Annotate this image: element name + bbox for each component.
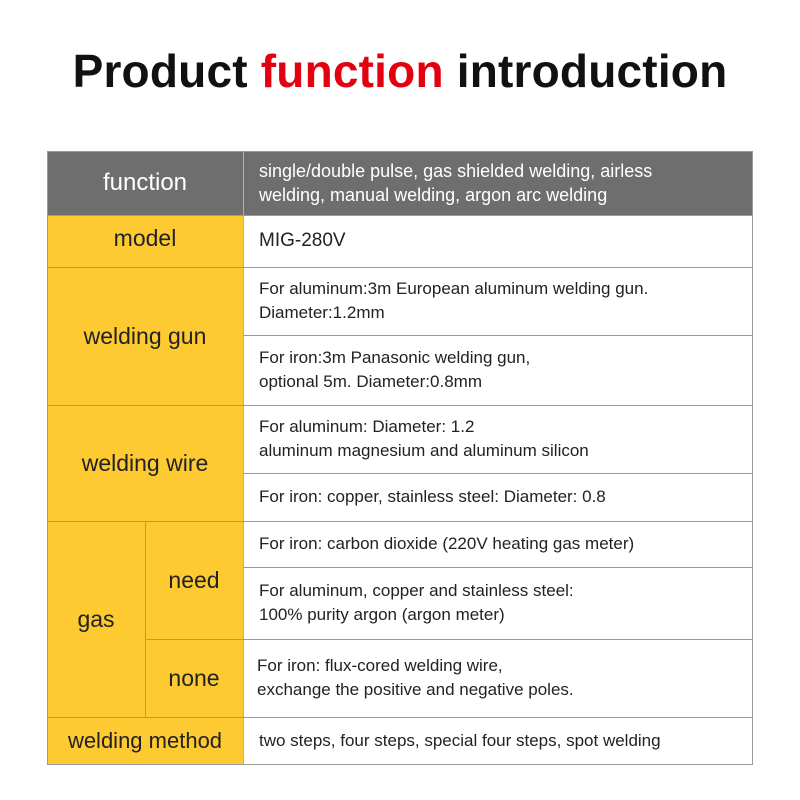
row-line-5: [243, 473, 753, 474]
page-title: [0, 44, 800, 98]
welding-wire-iron: [243, 473, 753, 521]
welding-gun-aluminum-line1: For aluminum:3m European aluminum welding gun.: [259, 279, 649, 298]
gas-label: [47, 521, 145, 717]
model-label-text: model: [113, 225, 177, 251]
gas-label-text: gas: [77, 605, 115, 632]
title-part2: introduction: [456, 45, 728, 97]
function-value-line1: single/double pulse, gas shielded welding, airless: [259, 161, 653, 181]
welding-gun-iron-line2: optional 5m. Diameter:0.8mm: [259, 372, 482, 391]
gas-need-iron-text: For iron: carbon dioxide (220V heating gas meter): [259, 534, 635, 553]
function-value-line2: welding, manual welding, argon arc welding: [259, 185, 608, 205]
row-line-8: [145, 639, 753, 640]
gas-none-value: [243, 639, 753, 717]
welding-method-value: [243, 717, 753, 765]
function-value: [243, 151, 753, 215]
welding-wire-aluminum-line1: For aluminum: Diameter: 1.2: [259, 417, 475, 436]
welding-gun-iron: [243, 335, 753, 405]
gas-none-line1: For iron: flux-cored welding wire,: [257, 656, 503, 675]
welding-method-label: [47, 717, 243, 765]
row-line-9: [47, 717, 753, 718]
gas-need-iron: [243, 521, 753, 567]
welding-gun-iron-line1: For iron:3m Panasonic welding gun,: [259, 348, 531, 367]
gas-none-label: [145, 639, 243, 717]
model-value: [243, 215, 753, 267]
row-line-4: [47, 405, 753, 406]
gas-need-aluminum: [243, 567, 753, 639]
welding-method-label-text: welding method: [67, 728, 223, 753]
welding-gun-aluminum-line2: Diameter:1.2mm: [259, 303, 385, 322]
title-accent: function: [260, 45, 444, 97]
divider-main: [243, 151, 244, 765]
gas-none-label-text: none: [168, 664, 220, 691]
welding-method-value-text: two steps, four steps, special four steps, spot welding: [259, 731, 661, 750]
model-label: [47, 215, 243, 267]
row-line-1: [47, 215, 753, 216]
title-part1: Product: [72, 45, 248, 97]
function-label: [47, 151, 243, 215]
model-value-text: MIG-280V: [259, 230, 346, 251]
border-top: [47, 151, 753, 152]
gas-need-aluminum-line2: 100% purity argon (argon meter): [259, 605, 505, 624]
border-left: [47, 151, 48, 765]
row-line-7: [243, 567, 753, 568]
welding-wire-iron-text: For iron: copper, stainless steel: Diameter: 0.8: [259, 487, 606, 506]
gas-need-label: [145, 521, 243, 639]
row-line-3: [243, 335, 753, 336]
border-right: [752, 151, 753, 765]
gas-need-aluminum-line1: For aluminum, copper and stainless steel:: [259, 581, 574, 600]
border-bottom: [47, 764, 753, 765]
welding-gun-label: [47, 267, 243, 405]
welding-wire-aluminum-line2: aluminum magnesium and aluminum silicon: [259, 441, 589, 460]
welding-gun-aluminum: [243, 267, 753, 335]
divider-gas: [145, 521, 146, 717]
row-line-6: [47, 521, 753, 522]
spec-table: [47, 151, 753, 765]
gas-none-line2: exchange the positive and negative poles.: [257, 680, 574, 699]
welding-wire-label-text: welding wire: [81, 449, 209, 476]
gas-need-label-text: need: [168, 566, 220, 593]
function-label-text: function: [102, 169, 188, 196]
welding-wire-aluminum: [243, 405, 753, 473]
row-line-2: [47, 267, 753, 268]
welding-wire-label: [47, 405, 243, 521]
welding-gun-label-text: welding gun: [83, 322, 207, 349]
